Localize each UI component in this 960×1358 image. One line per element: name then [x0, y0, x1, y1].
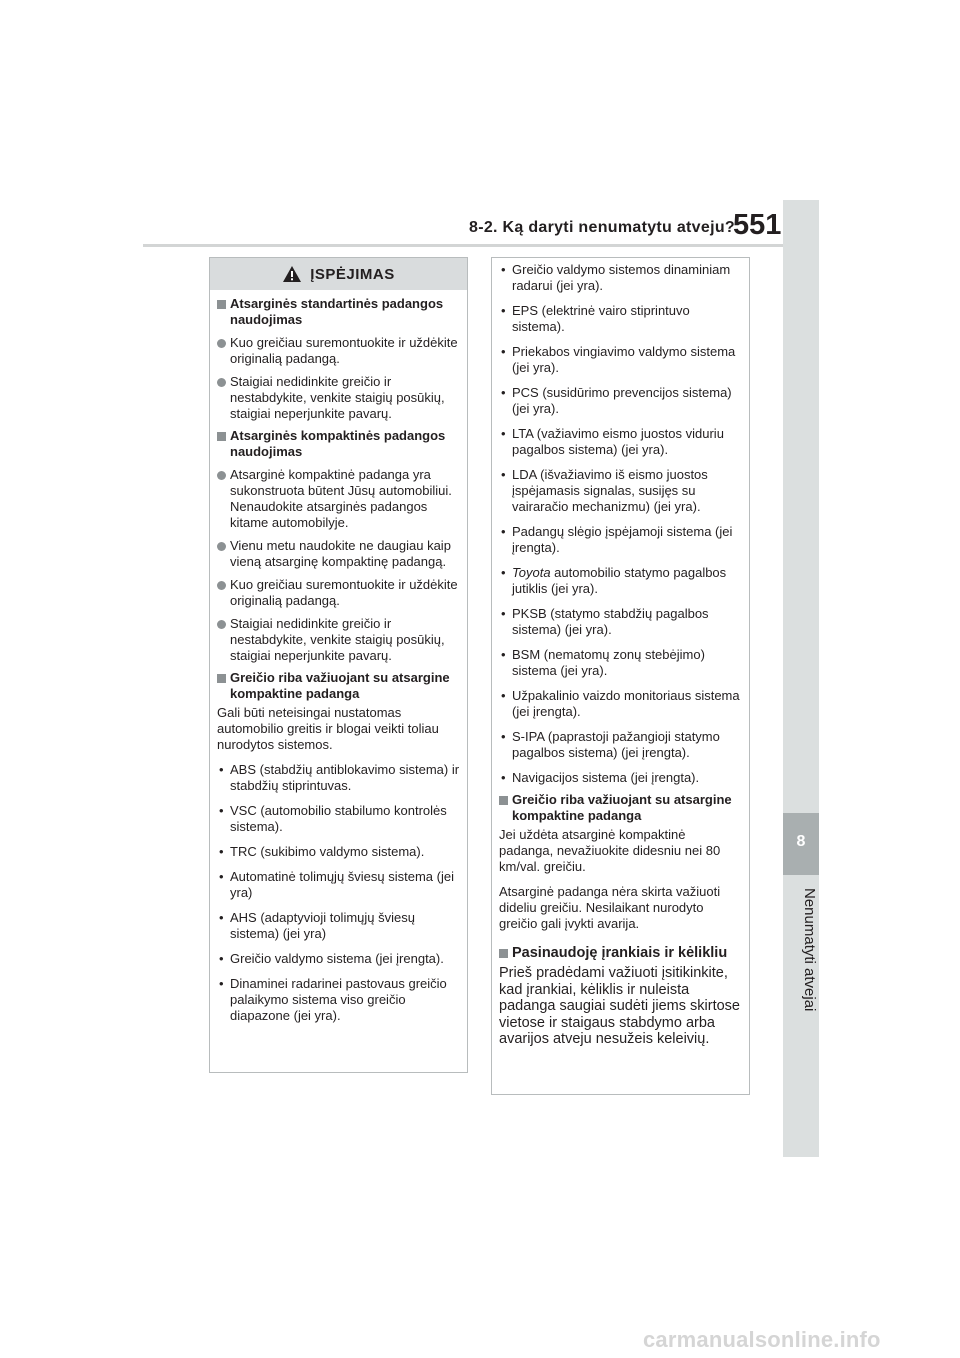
list-item: • LTA (važiavimo eismo juostos viduriu pagalbos sistema) (jei yra).	[499, 426, 743, 458]
brand-name: Toyota	[512, 565, 551, 580]
list-item: • Priekabos vingiavimo valdymo sistema (jei yra).	[499, 344, 743, 376]
list-item: • Dinaminei radarinei pastovaus greičio palaikymo sistema viso greičio diapazone (jei yra).	[217, 976, 461, 1024]
warning-heading: Atsarginės kompaktinės padangos naudojimas	[217, 428, 461, 460]
list-item: • Navigacijos sistema (jei įrengta).	[499, 770, 743, 786]
warning-header	[210, 258, 467, 290]
list-item: • ABS (stabdžių antiblokavimo sistema) ir stabdžių stiprintuvas.	[217, 762, 461, 794]
list-item: • Padangų slėgio įspėjamoji sistema (jei įrengta).	[499, 524, 743, 556]
list-item-text: automobilio statymo pagalbos jutiklis (jei yra).	[512, 565, 727, 596]
paragraph: Jei uždėta atsarginė kompaktinė padanga, nevažiuokite didesniu nei 80 km/val. greičiu.	[499, 827, 721, 874]
warning-heading: Atsarginės standartinės padangos naudojimas	[217, 296, 461, 328]
list-item: • TRC (sukibimo valdymo sistema).	[217, 844, 461, 860]
section-heading: Greičio riba važiuojant su atsargine kompaktine padanga	[499, 792, 743, 824]
bullet-list	[499, 262, 743, 556]
list-item: • VSC (automobilio stabilumo kontrolės sistema).	[217, 803, 461, 835]
section-title: 8-2. Ką daryti nenumatytu atveju?	[469, 219, 735, 236]
list-item: Staigiai nedidinkite greičio ir nestabdykite, venkite staigių posūkių, staigiai neperjunkite pavarų.	[217, 616, 461, 664]
list-item: • PKSB (statymo stabdžių pagalbos sistema) (jei yra).	[499, 606, 743, 638]
continued-content	[492, 258, 749, 1048]
list-item: • Užpakalinio vaizdo monitoriaus sistema (jei įrengta).	[499, 688, 743, 720]
list-item: • AHS (adaptyvioji tolimųjų šviesų sistema) (jei yra)	[217, 910, 461, 942]
list-item: • S-IPA (paprastoji pažangioji statymo pagalbos sistema) (jei įrengta).	[499, 729, 743, 761]
list-item: • LDA (išvažiavimo iš eismo juostos įspėjamasis signalas, susijęs su vairaračio mechanizmu) (jei yra).	[499, 467, 743, 515]
list-item: Staigiai nedidinkite greičio ir nestabdykite, venkite staigių posūkių, staigiai neperjunkite pavarų.	[217, 374, 461, 422]
paragraph-large: Prieš pradėdami važiuoti įsitikinkite, kad įrankiai, kėliklis ir nuleista padanga saugiai sudėti jiems skirtose vietose ir staigaus stabdymo arba avarijos atveju nesužeis keleivių.	[499, 965, 740, 1047]
chapter-label: Nenumatyti atvejai	[801, 888, 818, 1012]
list-item: Atsarginė kompaktinė padanga yra sukonstruota būtent Jūsų automobiliui. Nenaudokite atsarginės padangos kitame automobilyje.	[217, 467, 461, 531]
paragraph: Atsarginė padanga nėra skirta važiuoti dideliu greičiu. Nesilaikant nurodyto greičio gali įvykti avarija.	[499, 884, 721, 931]
warning-content	[210, 296, 467, 1024]
section-heading-large: Pasinaudoję įrankiais ir kėlikliu	[499, 944, 743, 962]
page-number: 551	[733, 209, 782, 241]
list-item: • EPS (elektrinė vairo stiprintuvo sistema).	[499, 303, 743, 335]
continued-box	[491, 257, 750, 1095]
list-item: • BSM (nematomų zonų stebėjimo) sistema (jei yra).	[499, 647, 743, 679]
list-item: • PCS (susidūrimo prevencijos sistema) (jei yra).	[499, 385, 743, 417]
warning-title: ĮSPĖJIMAS	[310, 265, 395, 283]
warning-box	[209, 257, 468, 1073]
warning-triangle-icon	[282, 265, 302, 283]
list-item: • Greičio valdymo sistemos dinaminiam radarui (jei yra).	[499, 262, 743, 294]
list-item: • Automatinė tolimųjų šviesų sistema (jei yra)	[217, 869, 461, 901]
list-item: Vienu metu naudokite ne daugiau kaip vieną atsarginę kompaktinę padangą.	[217, 538, 461, 570]
paragraph: Gali būti neteisingai nustatomas automobilio greitis ir blogai veikti toliau nurodytos sistemos.	[217, 705, 439, 752]
watermark: carmanualsonline.info	[643, 1327, 881, 1352]
list-item: Kuo greičiau suremontuokite ir uždėkite originalią padangą.	[217, 577, 461, 609]
chapter-number: 8	[796, 833, 806, 850]
list-item: • Greičio valdymo sistema (jei įrengta).	[217, 951, 461, 967]
warning-heading: Greičio riba važiuojant su atsargine kompaktine padanga	[217, 670, 461, 702]
bullet-list	[499, 606, 743, 786]
list-item: Kuo greičiau suremontuokite ir uždėkite originalią padangą.	[217, 335, 461, 367]
list-item	[499, 565, 743, 597]
header-divider	[143, 244, 783, 247]
